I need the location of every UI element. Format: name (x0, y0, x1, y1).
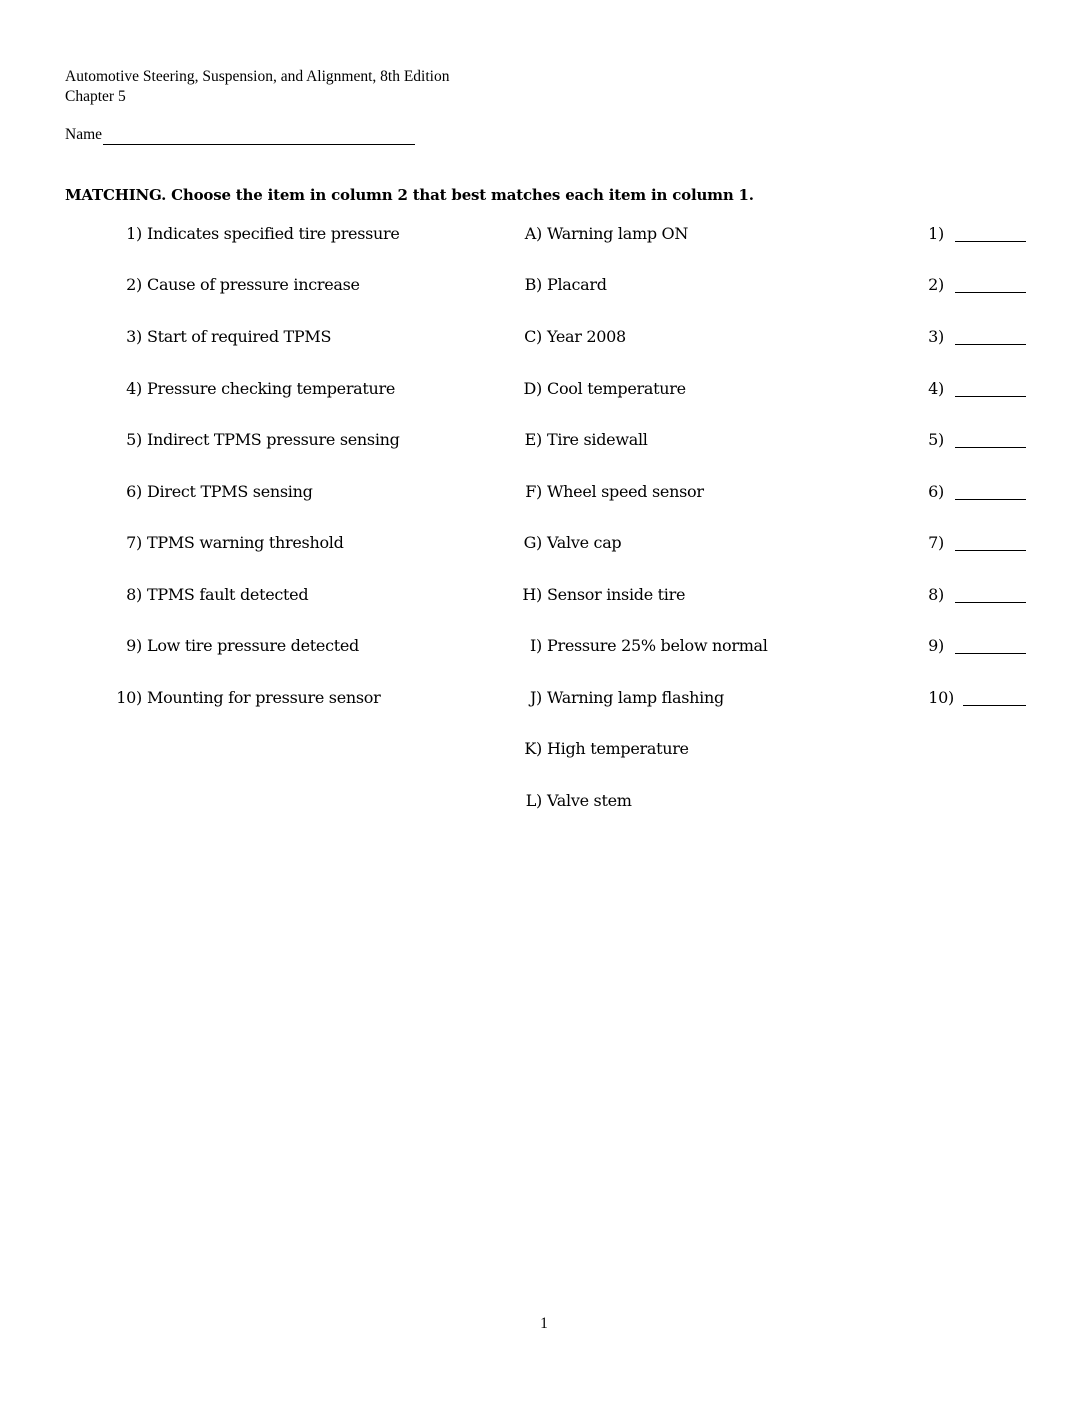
term-number: 2) (126, 275, 142, 294)
answer-number: 6) (928, 482, 944, 501)
term-number: 6) (126, 482, 142, 501)
term-text: Direct TPMS sensing (147, 482, 313, 501)
name-label: Name (65, 126, 103, 143)
chapter-label: Chapter 5 (65, 88, 126, 105)
term-number: 4) (126, 379, 142, 398)
matching-row (0, 738, 1088, 760)
definition-text: Year 2008 (547, 327, 626, 346)
answer-blank[interactable] (955, 241, 1026, 242)
page-number: 1 (540, 1315, 548, 1332)
term-text: TPMS fault detected (147, 585, 309, 604)
name-field (65, 125, 415, 145)
book-title: Automotive Steering, Suspension, and Alignment, 8th Edition (65, 68, 450, 85)
answer-number: 10) (928, 688, 954, 707)
term-text: Pressure checking temperature (147, 379, 396, 398)
definition-letter: D) (523, 379, 542, 398)
definition-letter: L) (525, 791, 542, 810)
definition-text: Pressure 25% below normal (547, 636, 768, 655)
answer-blank[interactable] (955, 499, 1026, 500)
answer-blank[interactable] (955, 550, 1026, 551)
answer-blank[interactable] (955, 396, 1026, 397)
answer-blank[interactable] (955, 344, 1026, 345)
definition-letter: H) (522, 585, 542, 604)
matching-row (0, 790, 1088, 812)
definition-letter: G) (523, 533, 542, 552)
term-text: Start of required TPMS (147, 327, 332, 346)
term-text: Low tire pressure detected (147, 636, 359, 655)
definition-text: Cool temperature (547, 379, 686, 398)
term-text: Indicates specified tire pressure (147, 224, 400, 243)
name-blank-line[interactable] (103, 126, 415, 145)
definition-text: Sensor inside tire (547, 585, 686, 604)
definition-text: Warning lamp ON (547, 224, 689, 243)
matching-row (0, 223, 1088, 245)
matching-row (0, 274, 1088, 296)
answer-blank[interactable] (955, 653, 1026, 654)
definition-letter: C) (524, 327, 542, 346)
definition-letter: F) (525, 482, 542, 501)
answer-number: 4) (928, 379, 944, 398)
answer-blank[interactable] (955, 602, 1026, 603)
definition-letter: A) (524, 224, 542, 243)
matching-row (0, 532, 1088, 554)
definition-text: Placard (547, 275, 607, 294)
definition-letter: K) (524, 739, 542, 758)
term-text: Indirect TPMS pressure sensing (147, 430, 400, 449)
term-number: 5) (126, 430, 142, 449)
definition-letter: J) (529, 688, 542, 707)
matching-row (0, 584, 1088, 606)
definition-letter: I) (530, 636, 542, 655)
term-number: 1) (126, 224, 142, 243)
answer-blank[interactable] (955, 447, 1026, 448)
definition-text: Warning lamp flashing (547, 688, 724, 707)
answer-number: 9) (928, 636, 944, 655)
term-text: TPMS warning threshold (147, 533, 344, 552)
definition-letter: B) (524, 275, 542, 294)
answer-number: 5) (928, 430, 944, 449)
definition-text: Tire sidewall (547, 430, 648, 449)
answer-number: 2) (928, 275, 944, 294)
matching-instructions: MATCHING. Choose the item in column 2 that best matches each item in column 1. (65, 186, 754, 204)
term-number: 8) (126, 585, 142, 604)
answer-blank[interactable] (955, 292, 1026, 293)
matching-row (0, 687, 1088, 709)
term-number: 9) (126, 636, 142, 655)
matching-row (0, 429, 1088, 451)
definition-text: High temperature (547, 739, 689, 758)
answer-number: 1) (928, 224, 944, 243)
matching-row (0, 378, 1088, 400)
answer-number: 8) (928, 585, 944, 604)
answer-blank[interactable] (963, 705, 1026, 706)
answer-number: 3) (928, 327, 944, 346)
term-text: Cause of pressure increase (147, 275, 360, 294)
answer-number: 7) (928, 533, 944, 552)
term-text: Mounting for pressure sensor (147, 688, 381, 707)
term-number: 7) (126, 533, 142, 552)
definition-text: Valve stem (547, 791, 632, 810)
definition-text: Wheel speed sensor (547, 482, 704, 501)
term-number: 10) (116, 688, 142, 707)
definition-letter: E) (524, 430, 542, 449)
term-number: 3) (126, 327, 142, 346)
matching-row (0, 326, 1088, 348)
matching-row (0, 481, 1088, 503)
definition-text: Valve cap (547, 533, 622, 552)
matching-row (0, 635, 1088, 657)
